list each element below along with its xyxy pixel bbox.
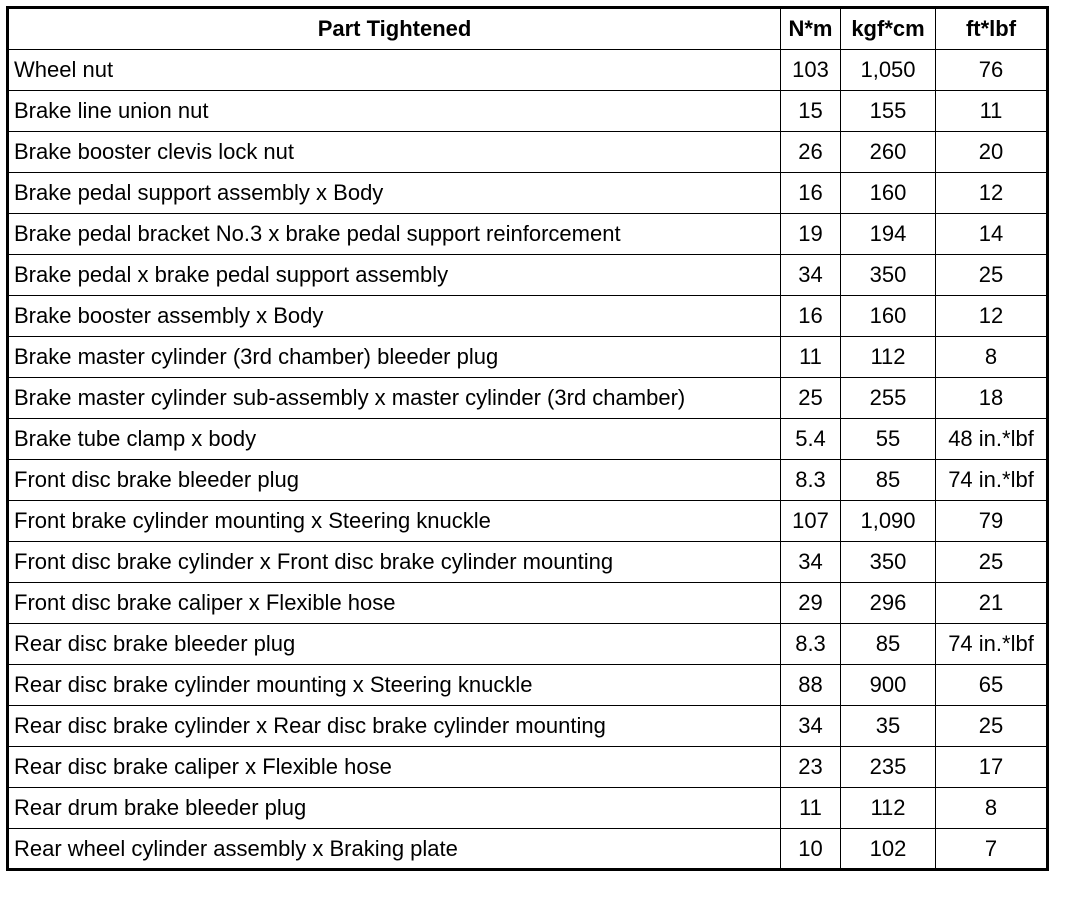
header-newton-meter: N*m [781,8,841,50]
cell-newton-meter: 34 [781,255,841,296]
cell-kgf-cm: 194 [841,214,936,255]
table-row [8,132,1048,173]
table-row [8,665,1048,706]
table-row [8,255,1048,296]
cell-newton-meter: 29 [781,583,841,624]
cell-part-tightened: Wheel nut [8,50,781,91]
cell-kgf-cm: 112 [841,337,936,378]
table-row [8,460,1048,501]
cell-part-tightened: Rear drum brake bleeder plug [8,788,781,829]
table-row [8,788,1048,829]
cell-part-tightened: Brake line union nut [8,91,781,132]
cell-ft-lbf: 17 [936,747,1048,788]
cell-newton-meter: 11 [781,788,841,829]
cell-newton-meter: 26 [781,132,841,173]
cell-kgf-cm: 255 [841,378,936,419]
table-row [8,706,1048,747]
cell-kgf-cm: 900 [841,665,936,706]
cell-part-tightened: Brake master cylinder sub-assembly x master cylinder (3rd chamber) [8,378,781,419]
cell-ft-lbf: 74 in.*lbf [936,624,1048,665]
cell-part-tightened: Brake tube clamp x body [8,419,781,460]
cell-newton-meter: 19 [781,214,841,255]
cell-part-tightened: Rear wheel cylinder assembly x Braking plate [8,829,781,870]
cell-ft-lbf: 11 [936,91,1048,132]
table-header [8,8,1048,50]
table-row [8,501,1048,542]
cell-newton-meter: 16 [781,173,841,214]
cell-kgf-cm: 85 [841,624,936,665]
cell-newton-meter: 15 [781,91,841,132]
cell-newton-meter: 16 [781,296,841,337]
cell-ft-lbf: 79 [936,501,1048,542]
table-row [8,91,1048,132]
cell-part-tightened: Brake pedal bracket No.3 x brake pedal support reinforcement [8,214,781,255]
cell-newton-meter: 10 [781,829,841,870]
cell-part-tightened: Rear disc brake cylinder mounting x Steering knuckle [8,665,781,706]
cell-newton-meter: 5.4 [781,419,841,460]
cell-kgf-cm: 160 [841,296,936,337]
cell-part-tightened: Brake booster clevis lock nut [8,132,781,173]
cell-ft-lbf: 18 [936,378,1048,419]
cell-kgf-cm: 350 [841,542,936,583]
cell-newton-meter: 8.3 [781,460,841,501]
torque-specification-table [6,6,1049,871]
cell-ft-lbf: 8 [936,788,1048,829]
cell-ft-lbf: 20 [936,132,1048,173]
cell-part-tightened: Brake booster assembly x Body [8,296,781,337]
cell-part-tightened: Brake master cylinder (3rd chamber) bleeder plug [8,337,781,378]
header-part-tightened: Part Tightened [8,8,781,50]
cell-ft-lbf: 12 [936,173,1048,214]
cell-ft-lbf: 25 [936,706,1048,747]
cell-ft-lbf: 8 [936,337,1048,378]
cell-kgf-cm: 155 [841,91,936,132]
cell-kgf-cm: 112 [841,788,936,829]
cell-ft-lbf: 7 [936,829,1048,870]
cell-ft-lbf: 48 in.*lbf [936,419,1048,460]
cell-newton-meter: 88 [781,665,841,706]
cell-part-tightened: Front disc brake caliper x Flexible hose [8,583,781,624]
cell-newton-meter: 34 [781,706,841,747]
cell-kgf-cm: 260 [841,132,936,173]
cell-kgf-cm: 160 [841,173,936,214]
table-row [8,50,1048,91]
cell-newton-meter: 107 [781,501,841,542]
cell-newton-meter: 103 [781,50,841,91]
cell-newton-meter: 34 [781,542,841,583]
cell-ft-lbf: 21 [936,583,1048,624]
cell-ft-lbf: 25 [936,542,1048,583]
table-row [8,542,1048,583]
table-row [8,419,1048,460]
table-row [8,214,1048,255]
cell-kgf-cm: 35 [841,706,936,747]
cell-part-tightened: Rear disc brake caliper x Flexible hose [8,747,781,788]
cell-newton-meter: 25 [781,378,841,419]
cell-ft-lbf: 12 [936,296,1048,337]
cell-part-tightened: Rear disc brake cylinder x Rear disc brake cylinder mounting [8,706,781,747]
cell-ft-lbf: 74 in.*lbf [936,460,1048,501]
table-row [8,337,1048,378]
cell-newton-meter: 11 [781,337,841,378]
table-row [8,829,1048,870]
table-row [8,296,1048,337]
cell-kgf-cm: 350 [841,255,936,296]
cell-newton-meter: 8.3 [781,624,841,665]
cell-newton-meter: 23 [781,747,841,788]
cell-kgf-cm: 296 [841,583,936,624]
cell-part-tightened: Rear disc brake bleeder plug [8,624,781,665]
table-row [8,583,1048,624]
cell-ft-lbf: 76 [936,50,1048,91]
table-row [8,624,1048,665]
table-body [8,50,1048,870]
cell-part-tightened: Front disc brake bleeder plug [8,460,781,501]
header-row [8,8,1048,50]
cell-kgf-cm: 1,050 [841,50,936,91]
cell-kgf-cm: 55 [841,419,936,460]
cell-ft-lbf: 65 [936,665,1048,706]
table-row [8,173,1048,214]
table-row [8,378,1048,419]
cell-part-tightened: Front disc brake cylinder x Front disc brake cylinder mounting [8,542,781,583]
cell-part-tightened: Brake pedal x brake pedal support assembly [8,255,781,296]
cell-ft-lbf: 25 [936,255,1048,296]
header-ft-lbf: ft*lbf [936,8,1048,50]
cell-kgf-cm: 235 [841,747,936,788]
cell-kgf-cm: 1,090 [841,501,936,542]
cell-kgf-cm: 102 [841,829,936,870]
header-kgf-cm: kgf*cm [841,8,936,50]
cell-part-tightened: Front brake cylinder mounting x Steering knuckle [8,501,781,542]
cell-part-tightened: Brake pedal support assembly x Body [8,173,781,214]
cell-kgf-cm: 85 [841,460,936,501]
cell-ft-lbf: 14 [936,214,1048,255]
table-row [8,747,1048,788]
